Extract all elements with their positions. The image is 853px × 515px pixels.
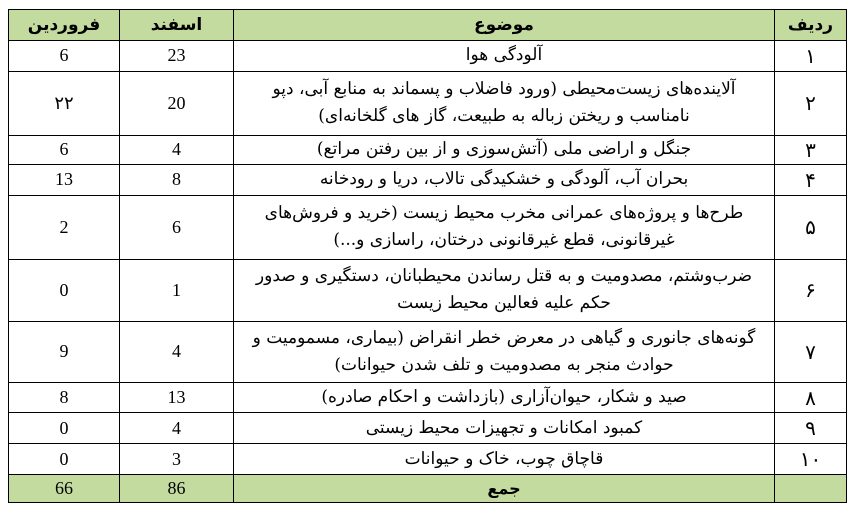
row-farvardin: 0 bbox=[9, 259, 120, 321]
row-number: ۹ bbox=[775, 413, 847, 444]
row-topic: کمبود امکانات و تجهیزات محیط زیستی bbox=[234, 413, 775, 444]
header-row-no: ردیف bbox=[775, 10, 847, 41]
total-row-no bbox=[775, 475, 847, 503]
row-esfand: 4 bbox=[120, 135, 234, 164]
row-farvardin: 2 bbox=[9, 195, 120, 259]
row-topic: طرح‌ها و پروژه‌های عمرانی مخرب محیط زیست (خرید و فروش‌های غیرقانونی، قطع غیرقانونی درختان، راسازی و...) bbox=[234, 195, 775, 259]
row-topic: قاچاق چوب، خاک و حیوانات bbox=[234, 444, 775, 475]
data-table bbox=[8, 9, 847, 503]
row-number: ۱۰ bbox=[775, 444, 847, 475]
row-number: ۲ bbox=[775, 71, 847, 135]
row-farvardin: 8 bbox=[9, 383, 120, 413]
header-row bbox=[9, 10, 847, 41]
table-row bbox=[9, 195, 847, 259]
row-esfand: 4 bbox=[120, 413, 234, 444]
table-row bbox=[9, 135, 847, 164]
row-number: ۴ bbox=[775, 164, 847, 195]
row-farvardin: 13 bbox=[9, 164, 120, 195]
table-row bbox=[9, 444, 847, 475]
total-farvardin: 66 bbox=[9, 475, 120, 503]
header-farvardin: فروردین bbox=[9, 10, 120, 41]
row-esfand: 20 bbox=[120, 71, 234, 135]
row-topic: بحران آب، آلودگی و خشکیدگی تالاب، دریا و رودخانه bbox=[234, 164, 775, 195]
total-label: جمع bbox=[234, 475, 775, 503]
row-topic: آلاینده‌های زیست‌محیطی (ورود فاضلاب و پسماند به منابع آبی، دپو نامناسب و ریختن زباله به طبیعت، گاز های گلخانه‌ای) bbox=[234, 71, 775, 135]
header-topic: موضوع bbox=[234, 10, 775, 41]
row-esfand: 4 bbox=[120, 321, 234, 383]
row-number: ۳ bbox=[775, 135, 847, 164]
row-esfand: 3 bbox=[120, 444, 234, 475]
row-farvardin: ۲۲ bbox=[9, 71, 120, 135]
row-esfand: 23 bbox=[120, 41, 234, 72]
table-row bbox=[9, 71, 847, 135]
row-number: ۵ bbox=[775, 195, 847, 259]
table-row bbox=[9, 41, 847, 72]
row-esfand: 8 bbox=[120, 164, 234, 195]
row-esfand: 6 bbox=[120, 195, 234, 259]
total-esfand: 86 bbox=[120, 475, 234, 503]
row-topic: جنگل و اراضی ملی (آتش‌سوزی و از بین رفتن مراتع) bbox=[234, 135, 775, 164]
row-number: ۷ bbox=[775, 321, 847, 383]
table-row bbox=[9, 383, 847, 413]
row-topic: گونه‌های جانوری و گیاهی در معرض خطر انقراض (بیماری، مسمومیت و حوادث منجر به مصدومیت و تلف شدن حیوانات) bbox=[234, 321, 775, 383]
row-number: ۶ bbox=[775, 259, 847, 321]
row-farvardin: 0 bbox=[9, 444, 120, 475]
row-topic: ضرب‌وشتم، مصدومیت و به قتل رساندن محیطبانان، دستگیری و صدور حکم علیه فعالین محیط زیست bbox=[234, 259, 775, 321]
row-farvardin: 0 bbox=[9, 413, 120, 444]
table-row bbox=[9, 413, 847, 444]
row-esfand: 1 bbox=[120, 259, 234, 321]
table-row bbox=[9, 321, 847, 383]
table-row bbox=[9, 164, 847, 195]
row-farvardin: 9 bbox=[9, 321, 120, 383]
total-row bbox=[9, 475, 847, 503]
row-topic: آلودگی هوا bbox=[234, 41, 775, 72]
row-number: ۸ bbox=[775, 383, 847, 413]
table-row bbox=[9, 259, 847, 321]
row-farvardin: 6 bbox=[9, 135, 120, 164]
row-topic: صید و شکار، حیوان‌آزاری (بازداشت و احکام صادره) bbox=[234, 383, 775, 413]
row-farvardin: 6 bbox=[9, 41, 120, 72]
row-esfand: 13 bbox=[120, 383, 234, 413]
header-esfand: اسفند bbox=[120, 10, 234, 41]
row-number: ۱ bbox=[775, 41, 847, 72]
